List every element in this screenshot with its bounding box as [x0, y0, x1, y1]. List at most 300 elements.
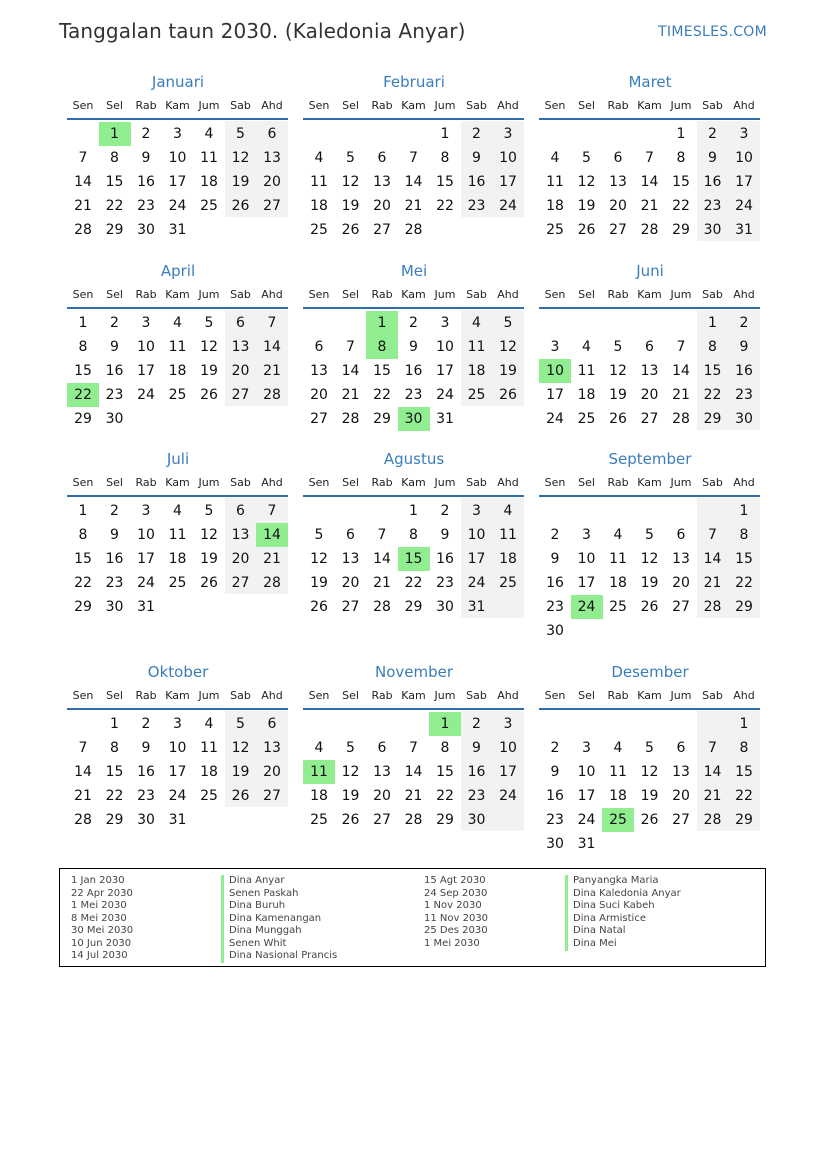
- day-cell[interactable]: 27: [640, 411, 659, 427]
- holiday-day-cell[interactable]: 1: [366, 311, 398, 335]
- day-cell[interactable]: 2: [739, 315, 749, 331]
- day-cell[interactable]: 30: [467, 812, 486, 828]
- day-cell[interactable]: 21: [703, 788, 722, 804]
- day-cell[interactable]: 23: [105, 387, 124, 403]
- day-cell[interactable]: 1: [739, 503, 749, 519]
- day-cell[interactable]: 9: [550, 764, 560, 780]
- day-cell[interactable]: 26: [499, 387, 517, 403]
- day-cell[interactable]: 23: [703, 198, 722, 214]
- day-cell[interactable]: 6: [267, 126, 277, 142]
- day-cell[interactable]: 24: [137, 575, 155, 591]
- day-cell[interactable]: 23: [436, 575, 454, 591]
- day-cell[interactable]: 27: [672, 812, 690, 828]
- day-cell[interactable]: 23: [137, 198, 155, 214]
- day-cell[interactable]: 13: [373, 764, 391, 780]
- holiday-day-cell[interactable]: 11: [303, 760, 335, 784]
- day-cell[interactable]: 11: [499, 527, 517, 543]
- day-cell[interactable]: 12: [341, 764, 360, 780]
- day-cell[interactable]: 29: [703, 411, 722, 427]
- holiday-day-cell[interactable]: 1: [429, 712, 461, 736]
- day-cell[interactable]: 10: [735, 150, 753, 166]
- day-cell[interactable]: 11: [467, 339, 486, 355]
- day-cell[interactable]: 21: [404, 198, 423, 214]
- day-cell[interactable]: 19: [640, 575, 659, 591]
- day-cell[interactable]: 6: [236, 315, 245, 331]
- day-cell[interactable]: 12: [609, 363, 627, 379]
- day-cell[interactable]: 12: [200, 339, 218, 355]
- day-cell[interactable]: 13: [341, 551, 360, 567]
- day-cell[interactable]: 31: [137, 599, 155, 615]
- day-cell[interactable]: 15: [436, 174, 454, 190]
- day-cell[interactable]: 20: [310, 387, 328, 403]
- day-cell[interactable]: 10: [137, 339, 155, 355]
- day-cell[interactable]: 13: [672, 551, 690, 567]
- day-cell[interactable]: 18: [499, 551, 517, 567]
- day-cell[interactable]: 17: [735, 174, 753, 190]
- day-cell[interactable]: 7: [267, 315, 277, 331]
- day-cell[interactable]: 30: [703, 222, 722, 238]
- day-cell[interactable]: 1: [739, 716, 749, 732]
- day-cell[interactable]: 15: [672, 174, 690, 190]
- day-cell[interactable]: 3: [141, 315, 151, 331]
- day-cell[interactable]: 10: [499, 150, 517, 166]
- day-cell[interactable]: 13: [310, 363, 328, 379]
- day-cell[interactable]: 11: [168, 527, 187, 543]
- day-cell[interactable]: 10: [467, 527, 486, 543]
- day-cell[interactable]: 12: [640, 764, 659, 780]
- day-cell[interactable]: 25: [577, 411, 596, 427]
- day-cell[interactable]: 10: [577, 551, 596, 567]
- day-cell[interactable]: 29: [735, 812, 753, 828]
- day-cell[interactable]: 4: [173, 315, 182, 331]
- day-cell[interactable]: 28: [74, 222, 92, 238]
- day-cell[interactable]: 19: [200, 551, 218, 567]
- day-cell[interactable]: 22: [436, 788, 454, 804]
- day-cell[interactable]: 21: [263, 551, 281, 567]
- day-cell[interactable]: 9: [110, 339, 119, 355]
- day-cell[interactable]: 27: [373, 812, 391, 828]
- day-cell[interactable]: 30: [546, 623, 564, 639]
- day-cell[interactable]: 28: [263, 387, 281, 403]
- day-cell[interactable]: 14: [404, 174, 423, 190]
- day-cell[interactable]: 23: [404, 387, 423, 403]
- day-cell[interactable]: 14: [373, 551, 391, 567]
- day-cell[interactable]: 18: [200, 174, 218, 190]
- day-cell[interactable]: 3: [440, 315, 450, 331]
- day-cell[interactable]: 1: [78, 503, 88, 519]
- day-cell[interactable]: 3: [582, 740, 591, 756]
- day-cell[interactable]: 28: [404, 812, 423, 828]
- holiday-day-cell[interactable]: 15: [398, 547, 430, 571]
- day-cell[interactable]: 24: [137, 387, 155, 403]
- day-cell[interactable]: 25: [310, 812, 328, 828]
- day-cell[interactable]: 28: [640, 222, 659, 238]
- day-cell[interactable]: 21: [672, 387, 690, 403]
- day-cell[interactable]: 23: [467, 198, 486, 214]
- day-cell[interactable]: 20: [373, 788, 391, 804]
- day-cell[interactable]: 16: [467, 174, 486, 190]
- day-cell[interactable]: 6: [346, 527, 355, 543]
- day-cell[interactable]: 30: [105, 599, 124, 615]
- day-cell[interactable]: 2: [440, 503, 450, 519]
- day-cell[interactable]: 28: [263, 575, 281, 591]
- day-cell[interactable]: 27: [263, 198, 281, 214]
- day-cell[interactable]: 2: [550, 740, 560, 756]
- day-cell[interactable]: 21: [373, 575, 391, 591]
- day-cell[interactable]: 24: [735, 198, 753, 214]
- day-cell[interactable]: 27: [231, 387, 250, 403]
- day-cell[interactable]: 8: [78, 527, 88, 543]
- day-cell[interactable]: 19: [609, 387, 627, 403]
- day-cell[interactable]: 5: [204, 503, 214, 519]
- day-cell[interactable]: 9: [708, 150, 717, 166]
- day-cell[interactable]: 7: [78, 150, 88, 166]
- day-cell[interactable]: 10: [436, 339, 454, 355]
- day-cell[interactable]: 16: [137, 764, 155, 780]
- day-cell[interactable]: 8: [739, 740, 749, 756]
- day-cell[interactable]: 6: [377, 740, 387, 756]
- day-cell[interactable]: 7: [708, 527, 717, 543]
- day-cell[interactable]: 30: [436, 599, 454, 615]
- day-cell[interactable]: 23: [546, 599, 564, 615]
- day-cell[interactable]: 13: [263, 150, 281, 166]
- day-cell[interactable]: 20: [263, 764, 281, 780]
- day-cell[interactable]: 29: [436, 812, 454, 828]
- day-cell[interactable]: 8: [440, 740, 450, 756]
- day-cell[interactable]: 5: [613, 339, 623, 355]
- day-cell[interactable]: 13: [672, 764, 690, 780]
- day-cell[interactable]: 21: [640, 198, 659, 214]
- day-cell[interactable]: 31: [467, 599, 486, 615]
- day-cell[interactable]: 14: [404, 764, 423, 780]
- day-cell[interactable]: 29: [105, 222, 124, 238]
- day-cell[interactable]: 21: [341, 387, 360, 403]
- day-cell[interactable]: 2: [708, 126, 717, 142]
- day-cell[interactable]: 15: [74, 551, 92, 567]
- day-cell[interactable]: 22: [404, 575, 423, 591]
- day-cell[interactable]: 15: [74, 363, 92, 379]
- day-cell[interactable]: 22: [735, 788, 753, 804]
- day-cell[interactable]: 26: [231, 788, 250, 804]
- day-cell[interactable]: 14: [703, 551, 722, 567]
- day-cell[interactable]: 26: [341, 222, 360, 238]
- day-cell[interactable]: 26: [200, 575, 218, 591]
- day-cell[interactable]: 3: [173, 716, 182, 732]
- day-cell[interactable]: 10: [499, 740, 517, 756]
- day-cell[interactable]: 26: [341, 812, 360, 828]
- day-cell[interactable]: 6: [676, 740, 686, 756]
- day-cell[interactable]: 19: [310, 575, 328, 591]
- day-cell[interactable]: 22: [373, 387, 391, 403]
- day-cell[interactable]: 28: [74, 812, 92, 828]
- day-cell[interactable]: 8: [440, 150, 450, 166]
- day-cell[interactable]: 24: [499, 198, 517, 214]
- day-cell[interactable]: 17: [137, 363, 155, 379]
- day-cell[interactable]: 16: [404, 363, 423, 379]
- day-cell[interactable]: 26: [609, 411, 627, 427]
- day-cell[interactable]: 22: [105, 788, 124, 804]
- day-cell[interactable]: 6: [645, 339, 654, 355]
- day-cell[interactable]: 6: [314, 339, 324, 355]
- day-cell[interactable]: 23: [137, 788, 155, 804]
- day-cell[interactable]: 24: [168, 788, 187, 804]
- holiday-day-cell[interactable]: 14: [256, 523, 288, 547]
- day-cell[interactable]: 3: [141, 503, 151, 519]
- day-cell[interactable]: 3: [550, 339, 560, 355]
- day-cell[interactable]: 13: [263, 740, 281, 756]
- day-cell[interactable]: 17: [499, 174, 517, 190]
- day-cell[interactable]: 6: [267, 716, 277, 732]
- day-cell[interactable]: 28: [373, 599, 391, 615]
- day-cell[interactable]: 5: [582, 150, 591, 166]
- day-cell[interactable]: 9: [472, 740, 481, 756]
- day-cell[interactable]: 3: [503, 716, 513, 732]
- day-cell[interactable]: 19: [640, 788, 659, 804]
- day-cell[interactable]: 16: [137, 174, 155, 190]
- day-cell[interactable]: 17: [499, 764, 517, 780]
- day-cell[interactable]: 7: [346, 339, 355, 355]
- day-cell[interactable]: 16: [105, 551, 124, 567]
- day-cell[interactable]: 14: [74, 764, 92, 780]
- day-cell[interactable]: 23: [467, 788, 486, 804]
- day-cell[interactable]: 31: [735, 222, 753, 238]
- day-cell[interactable]: 22: [735, 575, 753, 591]
- day-cell[interactable]: 19: [231, 764, 250, 780]
- day-cell[interactable]: 11: [310, 174, 328, 190]
- day-cell[interactable]: 4: [204, 126, 214, 142]
- day-cell[interactable]: 11: [168, 339, 187, 355]
- day-cell[interactable]: 20: [341, 575, 360, 591]
- day-cell[interactable]: 7: [708, 740, 717, 756]
- day-cell[interactable]: 11: [546, 174, 564, 190]
- day-cell[interactable]: 9: [141, 740, 151, 756]
- day-cell[interactable]: 31: [168, 222, 187, 238]
- day-cell[interactable]: 20: [373, 198, 391, 214]
- day-cell[interactable]: 22: [436, 198, 454, 214]
- day-cell[interactable]: 31: [168, 812, 187, 828]
- day-cell[interactable]: 21: [74, 788, 92, 804]
- day-cell[interactable]: 28: [703, 812, 722, 828]
- day-cell[interactable]: 24: [499, 788, 517, 804]
- day-cell[interactable]: 25: [499, 575, 517, 591]
- day-cell[interactable]: 29: [404, 599, 423, 615]
- holiday-day-cell[interactable]: 1: [99, 122, 131, 146]
- day-cell[interactable]: 26: [310, 599, 328, 615]
- day-cell[interactable]: 7: [409, 740, 418, 756]
- day-cell[interactable]: 15: [703, 363, 722, 379]
- day-cell[interactable]: 3: [582, 527, 591, 543]
- day-cell[interactable]: 5: [236, 126, 245, 142]
- day-cell[interactable]: 17: [168, 174, 187, 190]
- day-cell[interactable]: 31: [577, 836, 596, 852]
- day-cell[interactable]: 4: [550, 150, 560, 166]
- day-cell[interactable]: 12: [640, 551, 659, 567]
- day-cell[interactable]: 27: [310, 411, 328, 427]
- day-cell[interactable]: 24: [546, 411, 564, 427]
- day-cell[interactable]: 24: [467, 575, 486, 591]
- day-cell[interactable]: 16: [105, 363, 124, 379]
- day-cell[interactable]: 18: [609, 788, 627, 804]
- day-cell[interactable]: 19: [231, 174, 250, 190]
- day-cell[interactable]: 18: [310, 788, 328, 804]
- day-cell[interactable]: 21: [263, 363, 281, 379]
- day-cell[interactable]: 9: [550, 551, 560, 567]
- day-cell[interactable]: 4: [582, 339, 591, 355]
- day-cell[interactable]: 13: [609, 174, 627, 190]
- day-cell[interactable]: 4: [314, 740, 324, 756]
- day-cell[interactable]: 21: [74, 198, 92, 214]
- day-cell[interactable]: 23: [735, 387, 753, 403]
- day-cell[interactable]: 18: [168, 551, 187, 567]
- day-cell[interactable]: 1: [676, 126, 686, 142]
- day-cell[interactable]: 20: [672, 575, 690, 591]
- day-cell[interactable]: 11: [200, 150, 218, 166]
- day-cell[interactable]: 27: [231, 575, 250, 591]
- day-cell[interactable]: 6: [377, 150, 387, 166]
- day-cell[interactable]: 18: [546, 198, 564, 214]
- holiday-day-cell[interactable]: 25: [602, 808, 634, 832]
- day-cell[interactable]: 27: [672, 599, 690, 615]
- day-cell[interactable]: 28: [672, 411, 690, 427]
- day-cell[interactable]: 16: [546, 575, 564, 591]
- day-cell[interactable]: 20: [263, 174, 281, 190]
- day-cell[interactable]: 25: [168, 575, 187, 591]
- day-cell[interactable]: 27: [341, 599, 360, 615]
- day-cell[interactable]: 9: [141, 150, 151, 166]
- day-cell[interactable]: 8: [708, 339, 717, 355]
- day-cell[interactable]: 20: [640, 387, 659, 403]
- day-cell[interactable]: 12: [231, 740, 250, 756]
- day-cell[interactable]: 27: [609, 222, 627, 238]
- day-cell[interactable]: 5: [314, 527, 324, 543]
- day-cell[interactable]: 2: [110, 315, 119, 331]
- day-cell[interactable]: 25: [168, 387, 187, 403]
- day-cell[interactable]: 8: [110, 740, 119, 756]
- day-cell[interactable]: 24: [577, 812, 596, 828]
- day-cell[interactable]: 25: [609, 599, 627, 615]
- day-cell[interactable]: 20: [672, 788, 690, 804]
- day-cell[interactable]: 9: [440, 527, 450, 543]
- day-cell[interactable]: 23: [105, 575, 124, 591]
- day-cell[interactable]: 15: [105, 174, 124, 190]
- day-cell[interactable]: 8: [78, 339, 88, 355]
- day-cell[interactable]: 12: [341, 174, 360, 190]
- day-cell[interactable]: 22: [672, 198, 690, 214]
- day-cell[interactable]: 28: [341, 411, 360, 427]
- day-cell[interactable]: 17: [577, 788, 596, 804]
- day-cell[interactable]: 11: [609, 764, 627, 780]
- day-cell[interactable]: 26: [640, 599, 659, 615]
- day-cell[interactable]: 10: [137, 527, 155, 543]
- day-cell[interactable]: 31: [436, 411, 454, 427]
- day-cell[interactable]: 21: [404, 788, 423, 804]
- day-cell[interactable]: 20: [609, 198, 627, 214]
- day-cell[interactable]: 30: [137, 222, 155, 238]
- day-cell[interactable]: 18: [200, 764, 218, 780]
- day-cell[interactable]: 18: [168, 363, 187, 379]
- day-cell[interactable]: 24: [168, 198, 187, 214]
- day-cell[interactable]: 3: [472, 503, 481, 519]
- day-cell[interactable]: 19: [341, 198, 360, 214]
- day-cell[interactable]: 29: [735, 599, 753, 615]
- day-cell[interactable]: 21: [703, 575, 722, 591]
- day-cell[interactable]: 7: [267, 503, 277, 519]
- day-cell[interactable]: 13: [640, 363, 659, 379]
- day-cell[interactable]: 5: [346, 150, 355, 166]
- day-cell[interactable]: 17: [168, 764, 187, 780]
- day-cell[interactable]: 30: [735, 411, 753, 427]
- day-cell[interactable]: 3: [739, 126, 749, 142]
- day-cell[interactable]: 18: [577, 387, 596, 403]
- day-cell[interactable]: 2: [110, 503, 119, 519]
- day-cell[interactable]: 14: [74, 174, 92, 190]
- day-cell[interactable]: 12: [577, 174, 596, 190]
- day-cell[interactable]: 10: [168, 740, 187, 756]
- day-cell[interactable]: 19: [341, 788, 360, 804]
- day-cell[interactable]: 5: [645, 740, 654, 756]
- day-cell[interactable]: 28: [703, 599, 722, 615]
- day-cell[interactable]: 10: [168, 150, 187, 166]
- day-cell[interactable]: 4: [613, 527, 623, 543]
- day-cell[interactable]: 4: [503, 503, 513, 519]
- day-cell[interactable]: 20: [231, 551, 250, 567]
- day-cell[interactable]: 19: [499, 363, 517, 379]
- day-cell[interactable]: 6: [613, 150, 623, 166]
- day-cell[interactable]: 25: [546, 222, 564, 238]
- day-cell[interactable]: 4: [472, 315, 481, 331]
- day-cell[interactable]: 15: [436, 764, 454, 780]
- day-cell[interactable]: 6: [676, 527, 686, 543]
- day-cell[interactable]: 29: [74, 411, 92, 427]
- holiday-day-cell[interactable]: 22: [67, 383, 99, 407]
- day-cell[interactable]: 14: [640, 174, 659, 190]
- day-cell[interactable]: 30: [546, 836, 564, 852]
- day-cell[interactable]: 5: [503, 315, 513, 331]
- day-cell[interactable]: 13: [231, 527, 250, 543]
- day-cell[interactable]: 4: [173, 503, 182, 519]
- day-cell[interactable]: 15: [735, 551, 753, 567]
- day-cell[interactable]: 12: [200, 527, 218, 543]
- day-cell[interactable]: 9: [110, 527, 119, 543]
- day-cell[interactable]: 9: [472, 150, 481, 166]
- holiday-day-cell[interactable]: 10: [539, 359, 571, 383]
- day-cell[interactable]: 13: [373, 174, 391, 190]
- day-cell[interactable]: 24: [436, 387, 454, 403]
- day-cell[interactable]: 19: [577, 198, 596, 214]
- day-cell[interactable]: 2: [472, 716, 481, 732]
- day-cell[interactable]: 2: [409, 315, 418, 331]
- day-cell[interactable]: 9: [409, 339, 418, 355]
- day-cell[interactable]: 16: [546, 788, 564, 804]
- day-cell[interactable]: 4: [314, 150, 324, 166]
- day-cell[interactable]: 16: [735, 363, 753, 379]
- day-cell[interactable]: 7: [676, 339, 686, 355]
- day-cell[interactable]: 29: [74, 599, 92, 615]
- day-cell[interactable]: 11: [609, 551, 627, 567]
- site-link[interactable]: TIMESLES.COM: [658, 24, 767, 40]
- day-cell[interactable]: 2: [472, 126, 481, 142]
- day-cell[interactable]: 8: [739, 527, 749, 543]
- day-cell[interactable]: 14: [263, 339, 281, 355]
- day-cell[interactable]: 3: [173, 126, 182, 142]
- day-cell[interactable]: 1: [409, 503, 418, 519]
- day-cell[interactable]: 5: [236, 716, 245, 732]
- day-cell[interactable]: 22: [703, 387, 722, 403]
- holiday-day-cell[interactable]: 8: [366, 335, 398, 359]
- day-cell[interactable]: 8: [409, 527, 418, 543]
- day-cell[interactable]: 5: [346, 740, 355, 756]
- day-cell[interactable]: 26: [577, 222, 596, 238]
